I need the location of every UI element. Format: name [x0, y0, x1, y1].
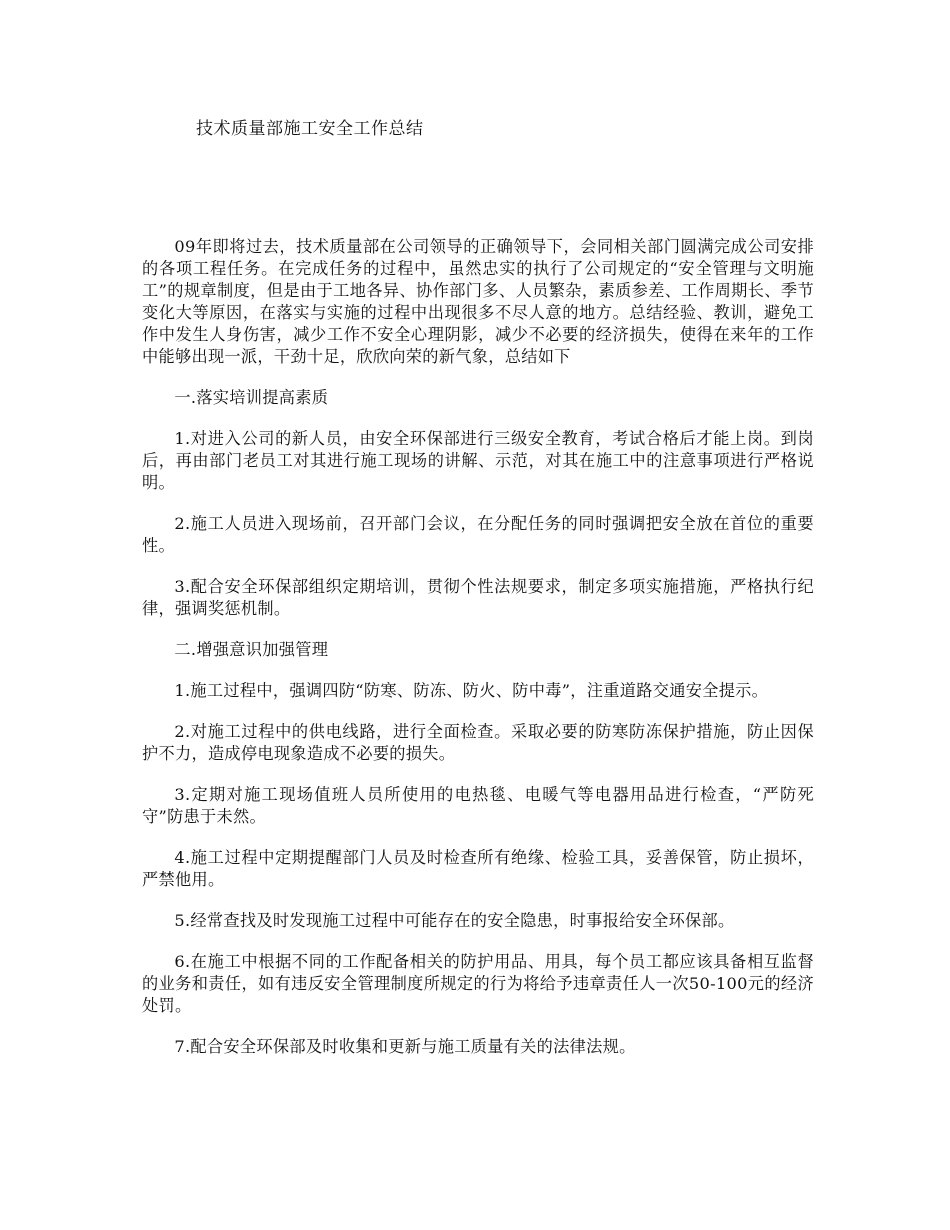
- section-2-item-7: 7.配合安全环保部及时收集和更新与施工质量有关的法律法规。: [174, 1037, 636, 1056]
- section-2-item-1: 1.施工过程中，强调四防“防寒、防冻、防火、防中毒”，注重道路交通安全提示。: [174, 681, 769, 700]
- section-1-item-1: 1.对进入公司的新人员，由安全环保部进行三级安全教育，考试合格后才能上岗。到岗后，再由部门老员工对其进行施工现场的讲解、示范，对其在施工中的注意事项进行严格说明。: [142, 429, 814, 492]
- section-1-item-3: 3.配合安全环保部组织定期培训，贯彻个性法规要求，制定多项实施措施，严格执行纪律，强调奖惩机制。: [142, 577, 814, 618]
- section-2-item-3: 3.定期对施工现场值班人员所使用的电热毯、电暖气等电器用品进行检查，“严防死守”防患于未然。: [142, 785, 814, 826]
- section-2-heading: 二.增强意识加强管理: [174, 640, 329, 659]
- document-title: 技术质量部施工安全工作总结: [196, 119, 424, 139]
- section-1-heading: 一.落实培训提高素质: [174, 388, 329, 407]
- section-2-item-6: 6.在施工中根据不同的工作配备相关的防护用品、用具，每个员工都应该具备相互监督的业务和责任，如有违反安全管理制度所规定的行为将给予违章责任人一次50-100元的经济处罚。: [142, 952, 814, 1015]
- section-2-item-4: 4.施工过程中定期提醒部门人员及时检查所有绝缘、检验工具，妥善保管，防止损坏，严禁他用。: [142, 848, 814, 889]
- document-body: [142, 236, 814, 1058]
- intro-paragraph: 09年即将过去，技术质量部在公司领导的正确领导下，会同相关部门圆满完成公司安排的各项工程任务。在完成任务的过程中，虽然忠实的执行了公司规定的“安全管理与文明施工”的规章制度，但是由于工地各异、协作部门多、人员繁杂，素质参差、工作周期长、季节变化大等原因，在落实与实施的过程中出现很多不尽人意的地方。总结经验、教训，避免工作中发生人身伤害，减少工作不安全心理阴影，减少不必要的经济损失，使得在来年的工作中能够出现一派，干劲十足，欣欣向荣的新气象，总结如下: [142, 237, 814, 366]
- section-1-item-2: 2.施工人员进入现场前，召开部门会议，在分配任务的同时强调把安全放在首位的重要性。: [142, 514, 814, 555]
- section-2-item-5: 5.经常查找及时发现施工过程中可能存在的安全隐患，时事报给安全环保部。: [174, 911, 735, 930]
- section-2-item-2: 2.对施工过程中的供电线路，进行全面检查。采取必要的防寒防冻保护措施，防止因保护不力，造成停电现象造成不必要的损失。: [142, 722, 814, 763]
